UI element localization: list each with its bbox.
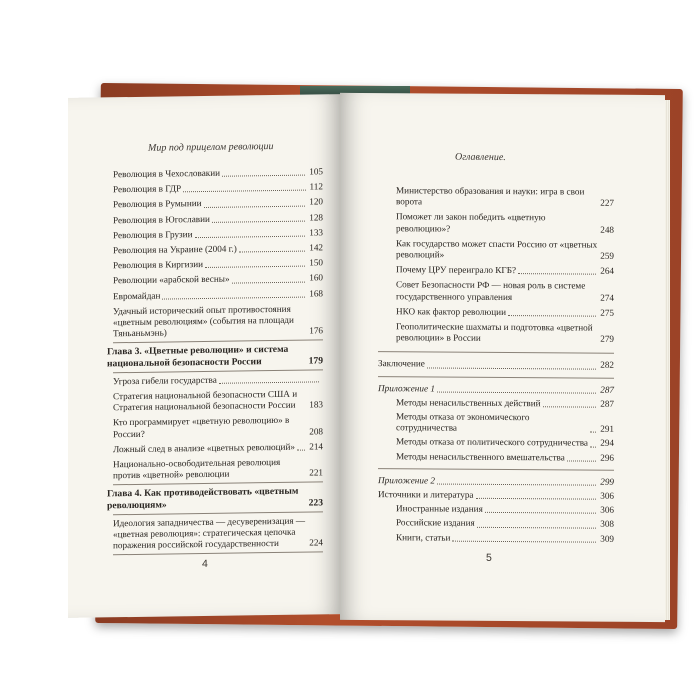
- divider: [378, 376, 614, 379]
- toc-entry-text: Книги, статьи: [396, 531, 451, 543]
- toc-entry-page: 208: [309, 425, 323, 437]
- toc-entry-page: 105: [309, 166, 323, 177]
- toc-entry-text: Кто программирует «цветную революцию» в России?: [113, 415, 290, 439]
- toc-entry-text: Революция в Румынии: [113, 198, 202, 210]
- toc-entry: [113, 166, 323, 180]
- toc-entry-text: Методы отказа от экономического сотрудничества: [396, 411, 530, 433]
- toc-entry-page: 275: [600, 307, 614, 318]
- toc-entry-page: 221: [309, 467, 323, 478]
- toc-entry: [113, 227, 323, 241]
- toc-entry-page: 133: [309, 227, 323, 238]
- chapter-heading: [107, 344, 323, 369]
- toc-entry: [113, 456, 323, 481]
- toc-entry-text: Удачный исторический опыт противостояния «цветным революциям» (события на площади Тяньаньмэнь): [113, 303, 294, 339]
- toc-entry-page: 274: [600, 292, 614, 303]
- toc-entry: [113, 373, 323, 387]
- appendix-title: Приложение 2: [378, 474, 435, 486]
- toc-entry-page: 183: [309, 399, 323, 410]
- toc-entry-text: Ложный след в анализе «цветных революций»: [113, 441, 295, 455]
- toc-entry-page: 214: [309, 441, 323, 452]
- toc-entry-page: 264: [600, 265, 614, 276]
- toc-entry-page: 248: [600, 224, 614, 235]
- toc-entry-page: 282: [600, 360, 614, 371]
- toc-entry-text: Методы ненасильственного вмешательства: [396, 450, 565, 463]
- toc-entry: [113, 258, 323, 272]
- toc-entry-page: 296: [600, 452, 614, 463]
- toc-entry: [396, 411, 614, 435]
- divider: [113, 340, 323, 344]
- toc-entry-page: 150: [309, 257, 323, 268]
- toc-entry: [396, 437, 614, 450]
- toc-entry-text: Революция на Украине (2004 г.): [113, 243, 237, 256]
- toc-entry: [396, 451, 614, 464]
- toc-entry: [113, 212, 323, 226]
- toc-entry-text: Идеология западничества — десуверенизация — «цветная революция»: стратегическая цепочка поражения российской государственности: [113, 515, 306, 551]
- chapter-heading: [107, 486, 323, 511]
- toc-entry-page: 176: [309, 325, 323, 336]
- toc-entry-text: Источники и литература: [378, 489, 474, 500]
- toc-entry-text: Национально-освободительная революция против «цветной» революции: [113, 456, 281, 481]
- toc-entry: [113, 415, 323, 440]
- toc-entry-page: 279: [600, 333, 614, 345]
- toc-entry: [113, 197, 323, 211]
- toc-entry-text: Иностранные издания: [396, 503, 483, 515]
- toc-entry-page: 227: [600, 197, 614, 208]
- divider: [113, 369, 323, 373]
- toc-entry-text: Революция в ГДР: [113, 183, 182, 195]
- appendix-heading: [378, 475, 614, 488]
- toc-entry: [113, 388, 323, 413]
- toc-entry-text: Совет Безопасности РФ — новая роль в системе государственного управления: [396, 279, 586, 302]
- page-number: 5: [486, 551, 492, 564]
- chapter-title: Глава 4. Как противодействовать «цветным революциям»: [107, 486, 299, 512]
- toc-entry: [113, 441, 323, 455]
- toc-entry-text: Революция в Югославии: [113, 213, 210, 225]
- toc-entry-page: 120: [309, 196, 323, 207]
- running-header: Мир под прицелом революции: [148, 141, 274, 154]
- toc-entry-page: 224: [309, 537, 323, 548]
- toc-entry-page: 128: [309, 211, 323, 223]
- toc-entry: [396, 397, 614, 410]
- chapter-title: Глава 3. «Цветные революции» и система национальной безопасности России: [107, 344, 289, 369]
- toc-entry-text: Поможет ли закон победить «цветную революцию»?: [396, 211, 546, 234]
- toc-entry-text: Евромайдан: [113, 290, 161, 301]
- conclusion-entry: [378, 359, 614, 372]
- toc-entry-text: Методы ненасильственных действий: [396, 397, 541, 409]
- toc-entry: [113, 273, 323, 287]
- divider: [378, 468, 614, 471]
- toc-entry: [113, 288, 323, 302]
- toc-entry: [396, 280, 614, 304]
- toc-entry: [396, 238, 614, 262]
- toc-entry: [113, 182, 323, 196]
- toc-entry-text: Заключение: [378, 358, 425, 369]
- chapter-page: 179: [308, 354, 323, 367]
- toc-entry-page: 168: [309, 287, 323, 299]
- toc-entry: [396, 532, 614, 545]
- divider: [113, 552, 323, 556]
- toc-entry: [396, 212, 614, 236]
- appendix-page: 287: [600, 384, 614, 395]
- toc-entry-page: 112: [309, 181, 323, 192]
- toc-entry-text: Революции «арабской весны»: [113, 274, 230, 286]
- left-page: [68, 94, 340, 618]
- page-number: 4: [202, 557, 208, 571]
- toc-entry-text: Революция в Киргизии: [113, 259, 204, 271]
- toc-right: [378, 185, 614, 545]
- toc-entry-page: 308: [600, 519, 614, 530]
- toc-entry-page: 287: [600, 398, 614, 409]
- toc-entry-page: 294: [600, 438, 614, 449]
- divider: [378, 352, 614, 355]
- toc-entry: [113, 515, 323, 552]
- toc-entry-page: 291: [600, 423, 614, 435]
- toc-entry-text: Почему ЦРУ переиграло КГБ?: [396, 264, 517, 276]
- toc-entry-text: Министерство образования и науки: игра в свои ворота: [396, 185, 585, 207]
- toc-entry: [396, 504, 614, 517]
- toc-entry-page: 259: [600, 250, 614, 261]
- toc-entry: [396, 518, 614, 531]
- toc-entry: [396, 306, 614, 319]
- toc-entry-text: Геополитические шахматы и подготовка «цветной революции» в России: [396, 321, 593, 344]
- toc-entry-text: Методы отказа от политического сотрудничества: [396, 436, 589, 449]
- toc-entry-text: Революция в Чехословакии: [113, 167, 221, 180]
- toc-entry: [113, 303, 323, 340]
- running-header: Оглавление.: [455, 151, 506, 164]
- toc-entry-text: Стратегия национальной безопасности США и Стратегия национальной безопасности России: [113, 388, 298, 413]
- divider: [113, 482, 323, 486]
- toc-entry: [113, 242, 323, 256]
- appendix-page: 299: [600, 476, 614, 487]
- toc-entry: [396, 185, 614, 209]
- chapter-page: 223: [308, 497, 323, 509]
- toc-entry-page: 309: [600, 533, 614, 544]
- toc-entry-page: 306: [600, 504, 614, 516]
- appendix-title: Приложение 1: [378, 382, 435, 394]
- appendix-heading: [378, 383, 614, 396]
- sources-heading: [378, 489, 614, 502]
- toc-entry-text: Как государство может спасти Россию от «цветных революций»: [396, 238, 598, 260]
- toc-entry-text: Российские издания: [396, 517, 475, 529]
- toc-entry-text: Революция в Грузии: [113, 228, 193, 241]
- toc-entry-text: Угроза гибели государства: [113, 374, 217, 387]
- toc-entry: [396, 264, 614, 277]
- toc-entry-page: 142: [309, 242, 323, 253]
- toc-entry-page: 306: [600, 490, 614, 501]
- toc-entry-page: 160: [309, 272, 323, 283]
- toc-left: [107, 166, 323, 558]
- toc-entry-text: НКО как фактор революции: [396, 306, 506, 317]
- divider: [113, 511, 323, 515]
- right-page: [340, 93, 665, 622]
- toc-entry: [396, 321, 614, 345]
